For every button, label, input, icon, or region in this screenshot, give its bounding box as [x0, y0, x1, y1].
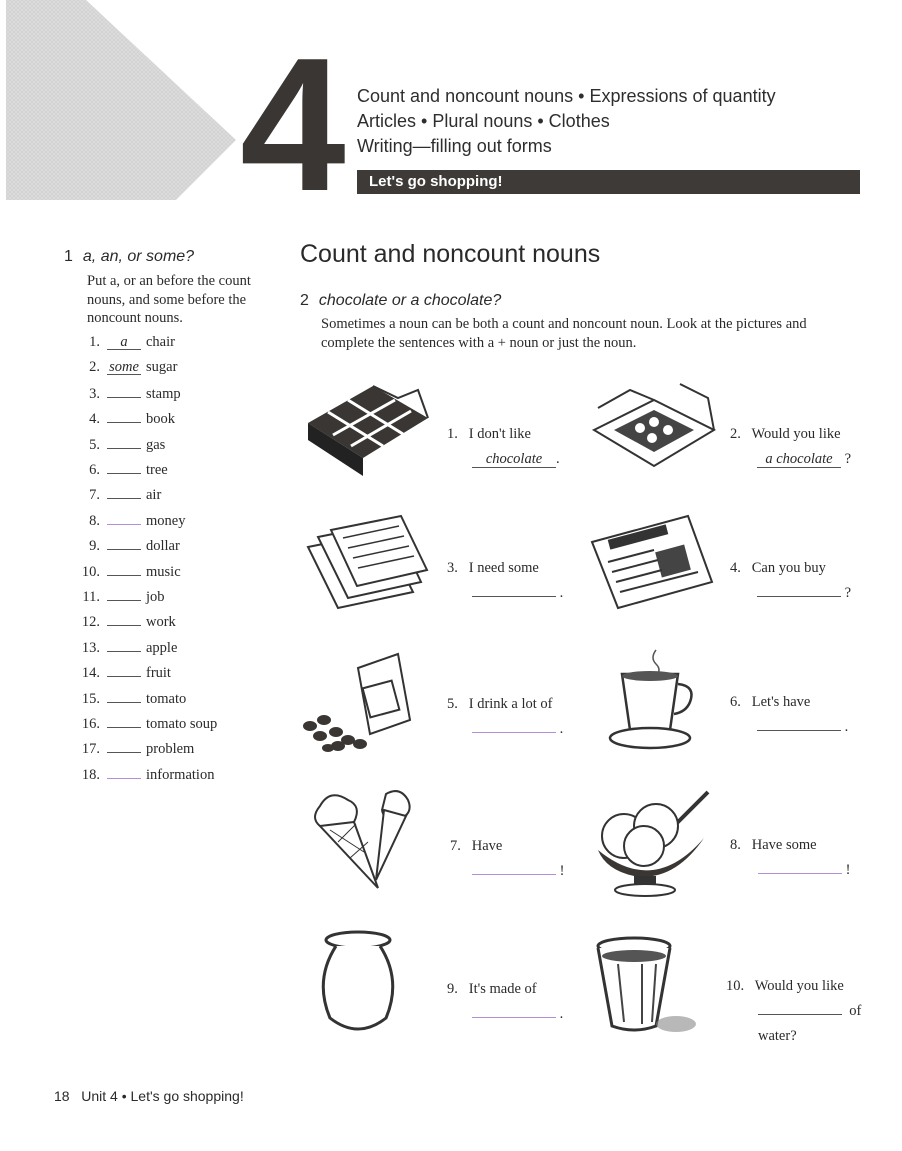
ex2-item-4	[730, 556, 851, 606]
ex1-item	[72, 334, 175, 356]
item-number: 6.	[730, 694, 741, 710]
answer-blank[interactable]	[107, 385, 141, 398]
ex1-item	[72, 639, 177, 661]
section-title: Count and noncount nouns	[300, 240, 601, 268]
ex1-item	[72, 385, 181, 407]
ex1-item	[72, 766, 214, 788]
glass-icon	[594, 934, 700, 1038]
ex2-item-2	[730, 422, 851, 472]
ex2-item-3	[447, 556, 563, 606]
sentence-text: of	[849, 1003, 862, 1019]
answer-blank[interactable]: chocolate	[472, 451, 556, 468]
item-number: 10.	[81, 563, 100, 580]
ex2-item-5	[447, 692, 563, 742]
page-footer	[54, 1088, 244, 1104]
answer-blank[interactable]	[757, 716, 841, 731]
item-number: 3.	[447, 560, 458, 576]
answer-blank[interactable]	[472, 860, 556, 875]
item-number: 5.	[447, 696, 458, 712]
answer-blank[interactable]	[107, 537, 141, 550]
item-number: 9.	[447, 981, 458, 997]
ex1-item	[72, 410, 175, 432]
page-number: 18	[54, 1088, 70, 1104]
exercise-number: 1	[64, 248, 73, 265]
unit-title: Let's go shopping!	[369, 173, 503, 190]
exercise-title: chocolate or a chocolate?	[318, 292, 502, 309]
sentence-text: Would you like	[754, 978, 844, 994]
ex1-item	[72, 537, 180, 559]
exercise-number: 2	[300, 292, 309, 309]
ice-cream-bowl-icon	[594, 786, 714, 898]
item-number: 11.	[82, 589, 100, 605]
item-number: 4.	[730, 560, 741, 576]
answer-blank[interactable]: some	[107, 360, 141, 375]
answer-blank[interactable]	[107, 740, 141, 753]
noun-word: job	[146, 589, 165, 605]
item-number: 1.	[89, 334, 100, 350]
answer-blank[interactable]	[107, 639, 141, 652]
item-number: 1.	[447, 426, 458, 442]
punctuation: .	[559, 721, 564, 737]
noun-word: sugar	[146, 359, 178, 376]
answer-blank[interactable]	[107, 664, 141, 677]
ex2-item-9	[447, 977, 563, 1027]
ex2-item-1	[447, 422, 560, 472]
answer-blank[interactable]	[758, 859, 842, 874]
noun-word: chair	[146, 334, 175, 350]
topic-line: Count and noncount nouns • Expressions of quantity	[357, 86, 776, 106]
item-number: 15.	[81, 690, 100, 707]
item-number: 8.	[730, 837, 741, 853]
sentence-text: I drink a lot of	[468, 696, 553, 712]
answer-blank[interactable]: a	[107, 335, 141, 350]
noun-word: stamp	[146, 385, 181, 402]
noun-word: music	[146, 563, 181, 580]
noun-word: tree	[146, 462, 168, 478]
newspaper-icon	[588, 512, 714, 612]
ex1-item	[72, 690, 186, 712]
punctuation: !	[845, 862, 851, 878]
noun-word: apple	[146, 639, 178, 656]
sentence-text: Have	[471, 838, 503, 854]
noun-word: tomato	[146, 690, 187, 707]
answer-blank[interactable]	[472, 718, 556, 733]
exercise-1-instruction: Put a, or an before the count nouns, and some before the noncount nouns.	[87, 273, 251, 326]
sentence-text: Let's have	[751, 694, 811, 710]
exercise-title: a, an, or some?	[82, 248, 195, 265]
sentence-text: I don't like	[468, 426, 531, 442]
sentence-text: It's made of	[468, 981, 537, 997]
noun-word: gas	[146, 436, 166, 453]
exercise-2-heading	[300, 292, 501, 310]
punctuation: .	[556, 451, 560, 467]
noun-word: dollar	[146, 538, 180, 555]
ex2-item-8	[730, 833, 850, 883]
answer-blank[interactable]	[107, 690, 141, 703]
ex2-item-10	[726, 974, 861, 1049]
jar-icon	[320, 930, 396, 1036]
answer-blank[interactable]: a chocolate	[757, 451, 841, 468]
sentence-text: Can you buy	[751, 560, 826, 576]
ex1-item	[72, 512, 185, 534]
unit-title-bar	[357, 170, 860, 194]
item-number: 13.	[81, 639, 100, 656]
noun-word: problem	[146, 741, 195, 758]
footer-label: Unit 4 • Let's go shopping!	[81, 1088, 244, 1104]
exercise-2-instruction: Sometimes a noun can be both a count and noncount noun. Look at the pictures and complete the sentences with a + noun or just the noun.	[321, 316, 807, 351]
item-number: 10.	[726, 978, 745, 994]
answer-blank[interactable]	[107, 436, 141, 449]
noun-word: air	[146, 487, 162, 504]
ice-cream-cones-icon	[306, 786, 416, 892]
noun-word: information	[146, 766, 215, 783]
item-number: 9.	[89, 538, 100, 555]
noun-word: fruit	[146, 665, 171, 682]
item-number: 12.	[81, 614, 100, 631]
sentence-text: Have some	[751, 837, 817, 853]
item-number: 2.	[89, 359, 100, 376]
topic-line: Writing—filling out forms	[357, 136, 552, 156]
chocolate-bar-icon	[303, 378, 433, 482]
ex1-item	[72, 359, 177, 381]
item-number: 2.	[730, 426, 741, 442]
answer-blank[interactable]	[107, 715, 141, 728]
item-number: 14.	[81, 665, 100, 682]
exercise-1-heading	[64, 248, 194, 266]
ex1-item	[72, 461, 168, 483]
answer-blank[interactable]	[107, 461, 141, 474]
answer-blank[interactable]	[107, 588, 141, 601]
ex1-item	[72, 563, 181, 585]
topic-line: Articles • Plural nouns • Clothes	[357, 111, 610, 131]
item-number: 7.	[89, 487, 100, 504]
ex1-item	[72, 613, 176, 635]
noun-word: book	[146, 411, 175, 428]
item-number: 7.	[450, 838, 461, 854]
noun-word: money	[146, 512, 186, 529]
punctuation: .	[559, 1006, 564, 1022]
item-number: 6.	[89, 462, 100, 478]
punctuation: !	[559, 863, 565, 879]
sentence-text: water?	[758, 1028, 797, 1044]
answer-blank[interactable]	[758, 1000, 842, 1015]
sentence-text: Would you like	[751, 426, 841, 442]
punctuation: ?	[844, 451, 852, 467]
ex1-item	[72, 486, 161, 508]
chocolate-box-icon	[590, 378, 718, 478]
coffee-cup-icon	[608, 646, 700, 756]
coffee-beans-bag-icon	[300, 648, 412, 754]
answer-blank[interactable]	[472, 582, 556, 597]
ex1-item	[72, 436, 165, 458]
unit-number: 4	[240, 19, 338, 231]
ex2-item-6	[730, 690, 848, 740]
item-number: 5.	[89, 436, 100, 453]
unit-topics	[357, 84, 776, 159]
noun-word: tomato soup	[146, 716, 218, 732]
ex1-item	[72, 715, 217, 737]
punctuation: ?	[844, 585, 852, 601]
item-number: 3.	[89, 385, 100, 402]
noun-word: work	[146, 614, 176, 631]
item-number: 17.	[81, 741, 100, 758]
answer-blank[interactable]	[107, 563, 141, 576]
answer-blank[interactable]	[107, 766, 141, 779]
punctuation: .	[559, 585, 564, 601]
sentence-text: I need some	[468, 560, 539, 576]
answer-blank[interactable]	[757, 582, 841, 597]
item-number: 4.	[89, 411, 100, 428]
ex2-item-7	[450, 834, 564, 884]
item-number: 18.	[81, 766, 100, 783]
item-number: 16.	[81, 716, 100, 732]
answer-blank[interactable]	[107, 410, 141, 423]
answer-blank[interactable]	[107, 486, 141, 499]
item-number: 8.	[89, 512, 100, 529]
answer-blank[interactable]	[107, 613, 141, 626]
ex1-item	[72, 740, 194, 762]
header-banner-shape	[6, 0, 236, 200]
answer-blank[interactable]	[472, 1003, 556, 1018]
ex1-item	[72, 588, 165, 610]
answer-blank[interactable]	[107, 512, 141, 525]
ex1-item	[72, 664, 171, 686]
punctuation: .	[844, 719, 849, 735]
papers-icon	[303, 512, 429, 612]
